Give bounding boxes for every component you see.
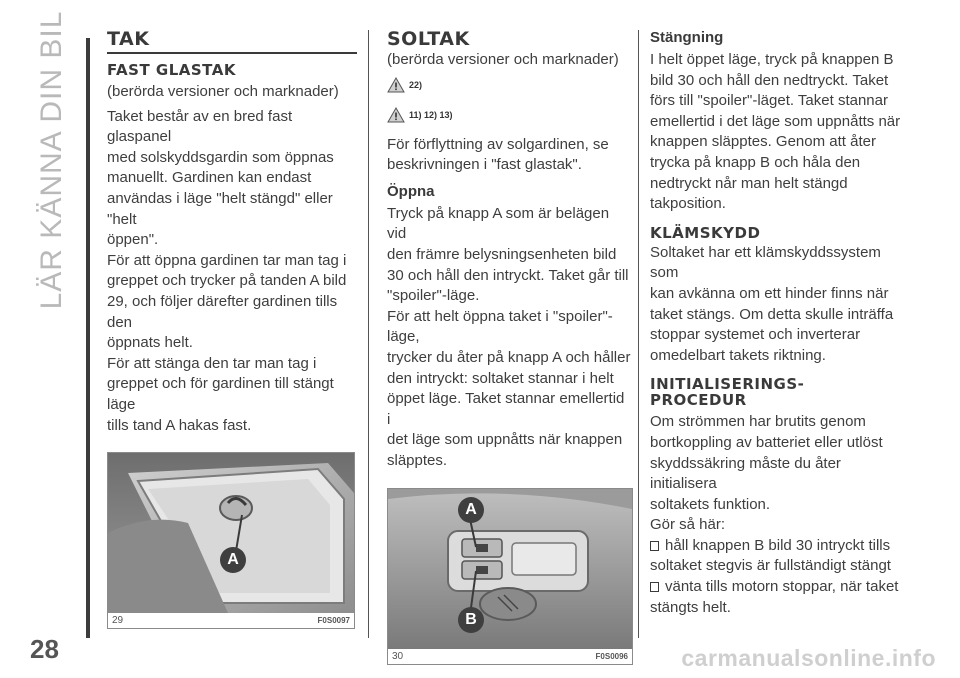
column-divider-2: [638, 30, 639, 638]
body-line: 30 och håll den intryckt. Taket går till: [387, 266, 629, 284]
bullet-square-icon: [650, 541, 659, 551]
body-line: skyddssäkring måste du åter initialisera: [650, 454, 841, 493]
body-line: För förflyttning av solgardinen, se: [387, 135, 609, 153]
body-line: med solskyddsgardin som öppnas: [107, 148, 334, 166]
scope-note: (berörda versioner och marknader): [387, 51, 619, 68]
callout-a: [220, 547, 246, 573]
body-line: "spoiler"-läge.: [387, 287, 480, 305]
figure-code: F0S0096: [595, 651, 628, 661]
body-line: den främre belysningsenheten bild: [387, 245, 617, 263]
chapter-bar: [86, 38, 90, 638]
step-text: håll knappen B bild 30 intryckt tills: [665, 536, 891, 554]
step-text-cont: stängts helt.: [650, 598, 731, 616]
body-line: Gör så här:: [650, 516, 726, 534]
body-line: beskrivningen i "fast glastak".: [387, 156, 582, 174]
subheading-stangning: Stängning: [650, 29, 724, 46]
body-line: det läge som uppnåtts när knappen: [387, 431, 623, 449]
section-heading-klamskydd: KLÄMSKYDD: [650, 223, 761, 242]
callout-b: [458, 607, 484, 633]
figure-number: 30: [392, 650, 404, 662]
warning-triangle-icon: [387, 107, 405, 123]
body-line: För att stänga den tar man tag i: [107, 354, 317, 372]
body-line: öppen".: [107, 231, 159, 249]
step-text: vänta tills motorn stoppar, när taket: [665, 578, 899, 596]
body-line: förs till "spoiler"-läget. Taket stannar: [650, 92, 888, 110]
chapter-side-tab: [22, 10, 82, 310]
step-item: [650, 577, 910, 598]
subheading-fast-glastak: FAST GLASTAK: [107, 61, 236, 79]
body-line: Tryck på knapp A som är belägen vid: [387, 204, 610, 243]
roof-switch-illustration: [388, 489, 632, 649]
section-heading-tak: TAK: [107, 28, 357, 54]
body-line: taket stängs. Om detta skulle inträffa: [650, 305, 894, 323]
body-line: stoppar systemet och inverterar: [650, 326, 861, 344]
body-line: släpptes.: [387, 451, 448, 469]
bullet-square-icon: [650, 582, 659, 592]
body-line: bortkoppling av batteriet eller utlöst: [650, 433, 883, 451]
section-heading-initialisering: INITIALISERINGS-: [650, 375, 805, 394]
warning-ref-text: 11) 12) 13): [409, 109, 453, 120]
callout-a-label: A: [465, 500, 477, 518]
body-line: kan avkänna om ett hinder finns när: [650, 284, 889, 302]
glass-roof-illustration: [108, 453, 354, 613]
warning-ref-1: [387, 75, 631, 95]
callout-a: [458, 497, 484, 523]
figure-caption: [388, 649, 632, 664]
step-text-cont: soltaket stegvis är fullständigt stängt: [650, 557, 891, 575]
warning-ref-text: 22): [409, 79, 423, 90]
warning-triangle-icon: [387, 77, 405, 93]
body-line: knappen släpptes. Genom att åter: [650, 133, 876, 151]
body-line: tills tand A hakas fast.: [107, 416, 252, 434]
body-line: soltakets funktion.: [650, 495, 771, 513]
column-divider-1: [368, 30, 369, 638]
body-line: öppet läge. Taket stannar emellertid i: [387, 390, 625, 428]
body-line: I helt öppet läge, tryck på knappen B: [650, 51, 894, 68]
body-line: Om strömmen har brutits genom: [650, 413, 866, 431]
warning-ref-2: [387, 105, 631, 125]
body-line: användas i läge "helt stängd" eller "helt: [107, 189, 333, 228]
subheading-oppna: Öppna: [387, 182, 435, 200]
figure-caption: [108, 613, 354, 628]
step-item: [650, 536, 910, 557]
body-line: emellertid i det läge som uppnåtts när: [650, 112, 901, 130]
body-line: omedelbart takets riktning.: [650, 346, 826, 364]
column-soltak: [387, 28, 631, 665]
body-line: För att helt öppna taket i "spoiler"-läge,: [387, 307, 613, 346]
body-line: Soltaket har ett klämskyddssystem som: [650, 243, 881, 282]
body-line: greppet och trycker på tanden A bild: [107, 272, 347, 290]
column-stangning: [650, 28, 910, 618]
body-line: trycker du åter på knapp A och håller: [387, 348, 631, 366]
body-line: För att öppna gardinen tar man tag i: [107, 251, 347, 269]
body-line: greppet och för gardinen till stängt läge: [107, 375, 334, 413]
figure-30: [387, 488, 633, 665]
scope-note: (berörda versioner och marknader): [107, 83, 339, 100]
body-line: öppnats helt.: [107, 334, 193, 352]
callout-a-label: A: [227, 551, 239, 569]
chapter-title: LÄR KÄNNA DIN BIL: [35, 10, 68, 310]
figure-29: [107, 452, 355, 629]
body-line: manuellt. Gardinen kan endast: [107, 169, 312, 187]
section-heading-soltak: SOLTAK: [387, 28, 470, 50]
body-line: 29, och följer därefter gardinen tills den: [107, 292, 338, 331]
page-number: 28: [30, 634, 59, 664]
figure-code: F0S0097: [317, 616, 350, 626]
body-line: Taket består av en bred fast glaspanel: [107, 107, 293, 146]
body-line: den intryckt: soltaket stannar i helt: [387, 369, 614, 387]
watermark: carmanualsonline.info: [681, 645, 936, 671]
body-line: takposition.: [650, 195, 726, 213]
column-tak: [107, 28, 357, 629]
body-line: bild 30 och håll den nedtryckt. Taket: [650, 71, 889, 89]
figure-number: 29: [112, 615, 124, 627]
section-heading-procedur: PROCEDUR: [650, 391, 747, 410]
callout-b-label: B: [465, 610, 477, 628]
body-line: nedtryckt når man helt stängd: [650, 174, 848, 192]
body-line: trycka på knapp B och håla den: [650, 153, 861, 171]
